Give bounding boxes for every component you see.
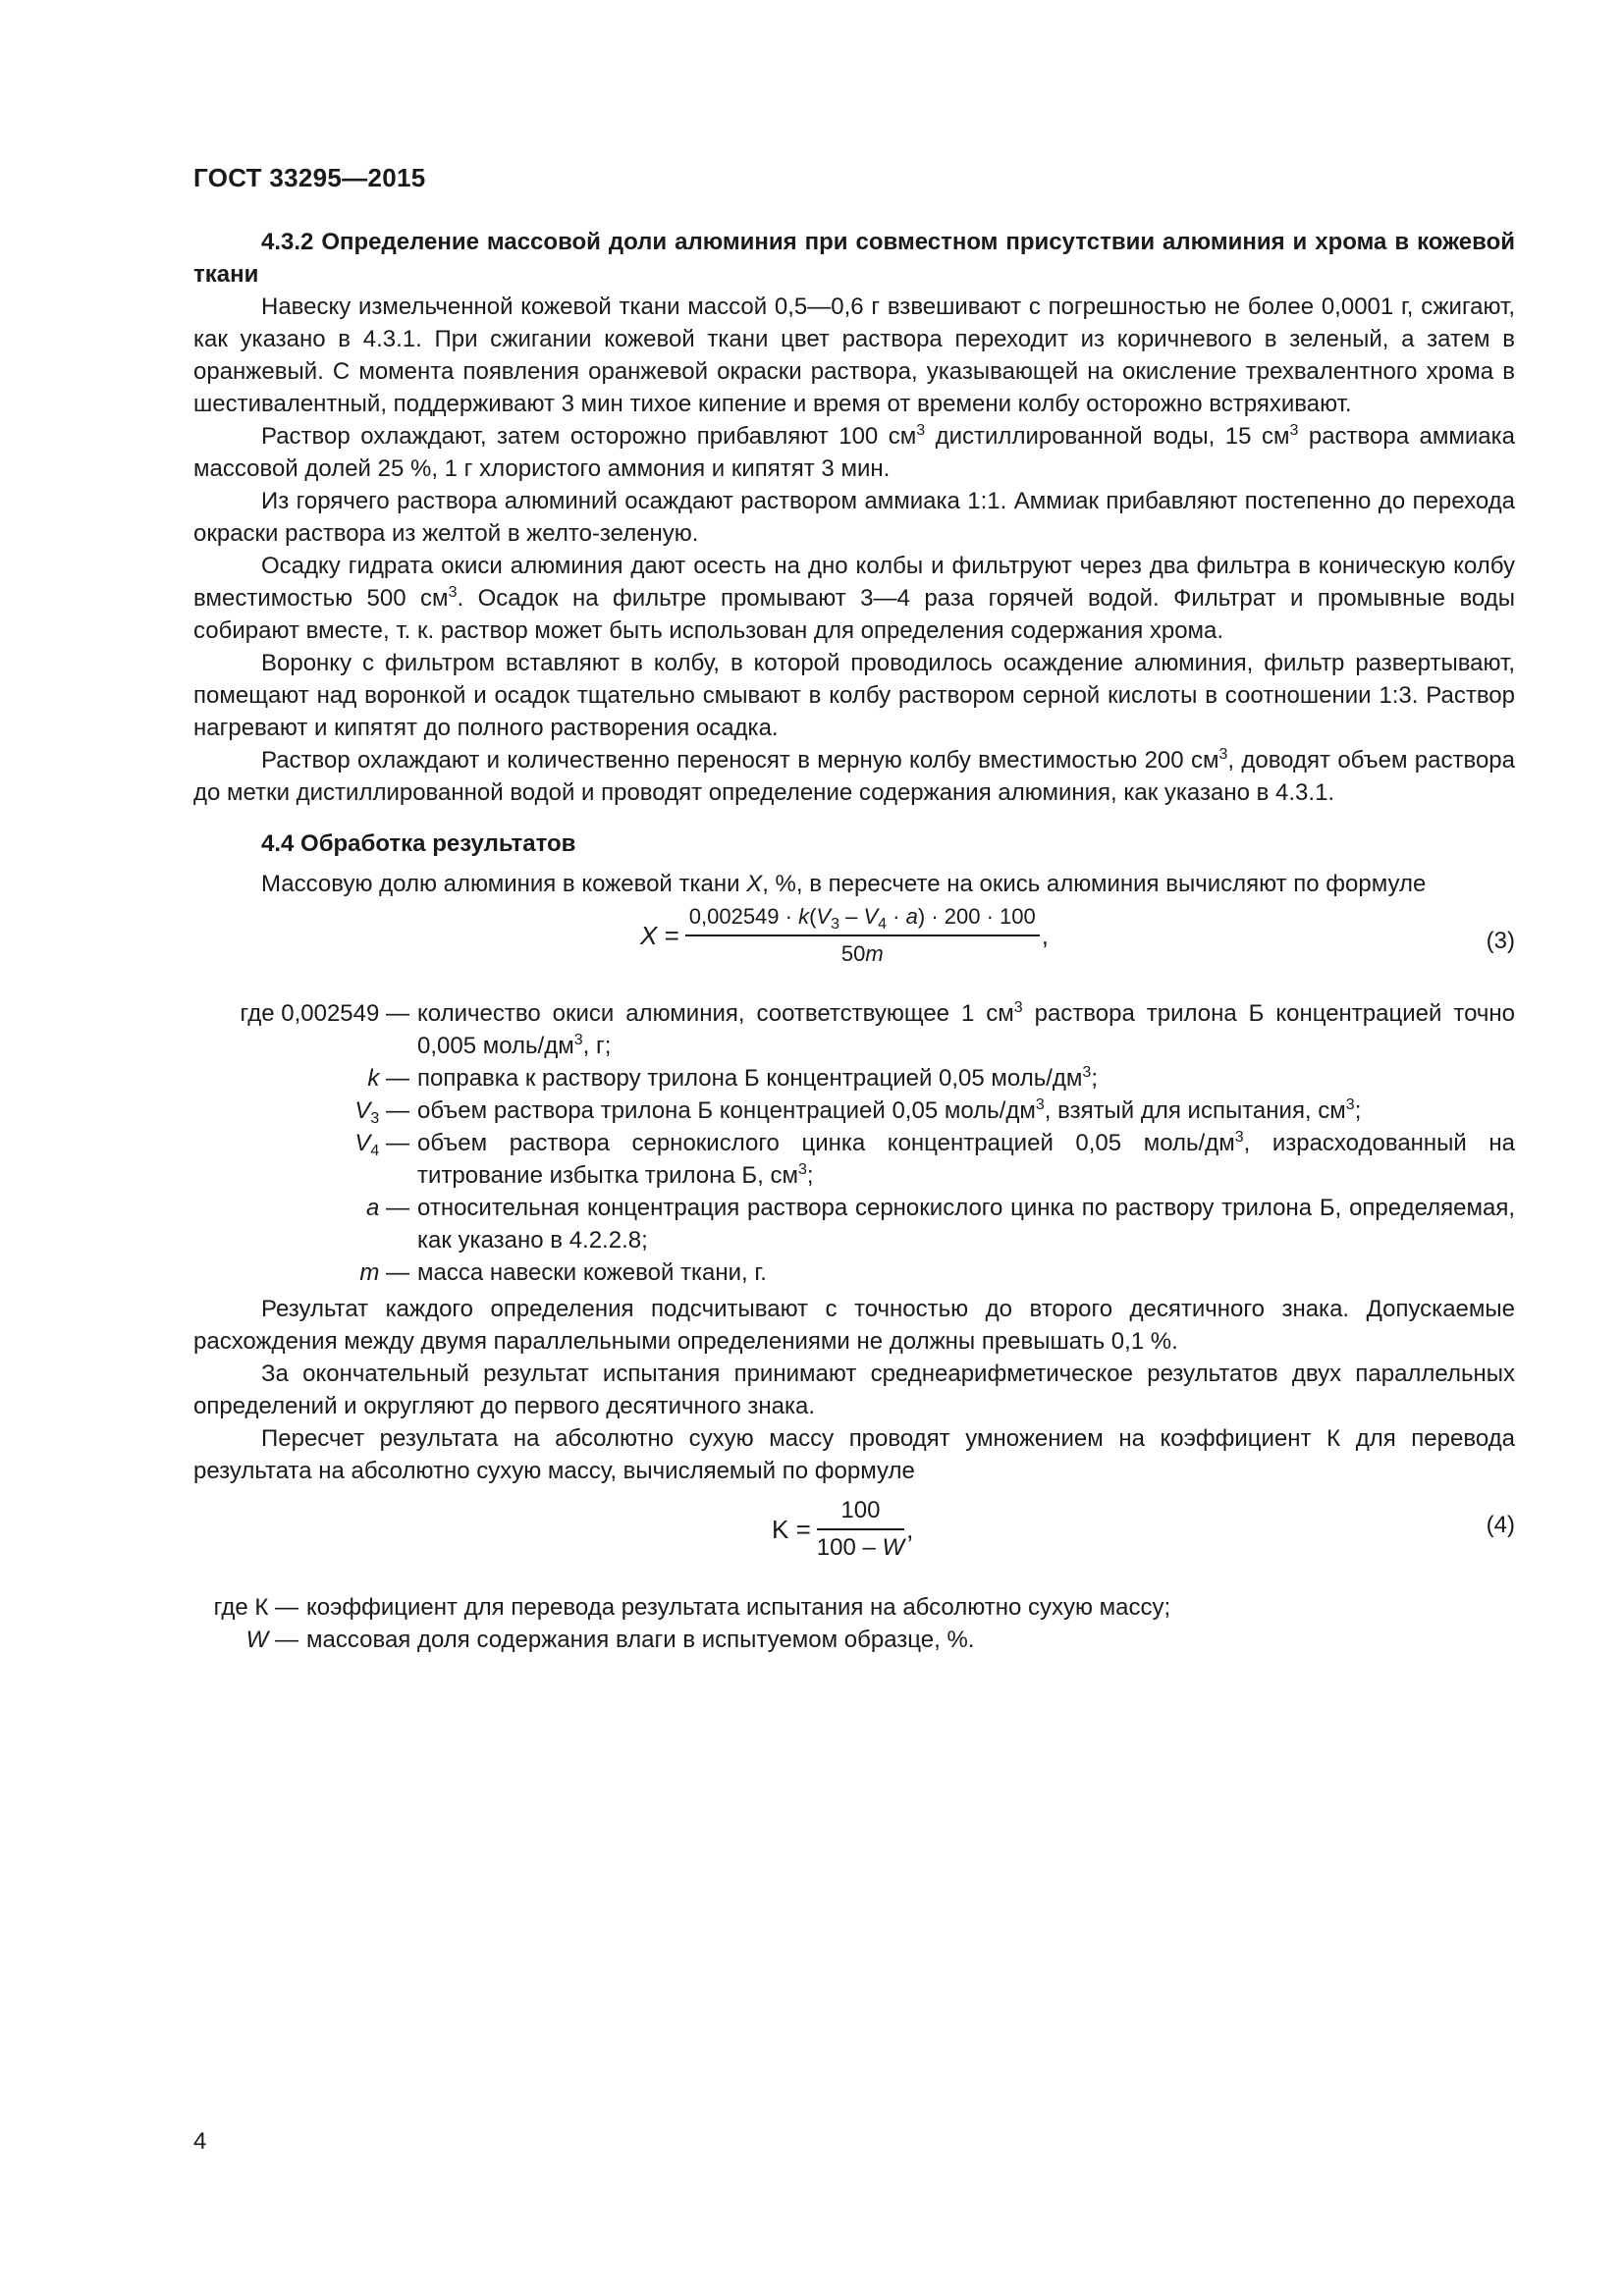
page-body [193, 226, 1515, 1660]
legend-row-constant: где 0,002549 — количество окиси алюминия, соответствующее 1 $см^3$ раствора трилона Б концентрацией точно 0,005 моль/$дм^3$, г; [240, 999, 1515, 1059]
document-code: ГОСТ 33295—2015 [193, 163, 426, 192]
legend-row-K: где К — коэффициент для перевода результата испытания на абсолютно сухую массу; [213, 1594, 1171, 1621]
paragraph-final-result: За окончательный результат испытания принимают среднеарифметическое результатов двух параллельных определений и округляют до первого десятичного знака. [193, 1361, 1515, 1419]
legend-row-m: m — масса навески кожевой ткани, г. [359, 1259, 767, 1286]
paragraph-filtration: Осадку гидрата окиси алюминия дают осесть на дно колбы и фильтруют через два фильтра в коническую колбу вместимостью 500 $см^3$. Осадок на фильтре промывают 3—4 раза горячей водой. Фильтрат и промывные воды собирают вместе, т. к. раствор может быть использован для определения содержания хрома. [193, 553, 1516, 644]
legend-row-v3: $V_3$ — объем раствора трилона Б концентрацией 0,05 моль/$дм^3$, взятый для испытания, $см^3$; [354, 1096, 1362, 1127]
formula-3-legend [193, 997, 1515, 1289]
formula-3-denominator: 50m [840, 941, 884, 966]
paragraph-precipitation: Из горячего раствора алюминий осаждают раствором аммиака 1:1. Аммиак прибавляют постепенно до перехода окраски раствора из желтой в желто-зеленую. [193, 488, 1515, 547]
legend-row-a: a — относительная концентрация раствора сернокислого цинка по раствору трилона Б, определяемая, как указано в 4.2.2.8; [365, 1195, 1515, 1254]
formula-4-lhs: K = [772, 1514, 811, 1544]
formula-3-numerator: $0,002549 \cdot k(V_3 - V_4 \cdot a) \cdot 200 \cdot 100$ [685, 903, 1040, 936]
formula-3: X = $\frac{0,002549 \cdot k(V_3 - V_4 \cdot a) \cdot 200 \cdot 100}{50m}$ , (3) [640, 904, 1515, 966]
paragraph-dry-mass-recalc: Пересчет результата на абсолютно сухую массу проводят умножением на коэффициент К для перевода результата на абсолютно сухую массу, вычисляемый по формуле [193, 1425, 1515, 1484]
formula-3-lhs: X [640, 920, 658, 950]
formula-4-fraction [817, 1497, 904, 1562]
paragraph-result-precision: Результат каждого определения подсчитывают с точностью до второго десятичного знака. Допускаемые расхождения между двумя параллельными определениями не должны превышать 0,1 %. [193, 1296, 1515, 1355]
paragraph-cooling: Раствор охлаждают, затем осторожно прибавляют 100 $см^3$ дистиллированной воды, 15 $см^3$ раствора аммиака массовой долей 25 %, 1 г хлористого аммония и кипятят 3 мин. [193, 422, 1515, 482]
legend-row-v4: $V_4$ — объем раствора сернокислого цинка концентрацией 0,05 моль/$дм^3$, израсходованный на титрование избытка трилона Б, $см^3$; [354, 1129, 1515, 1189]
paragraph-volumetric-flask: Раствор охлаждают и количественно переносят в мерную колбу вместимостью 200 $см^3$, доводят объем раствора до метки дистиллированной водой и проводят определение содержания алюминия, как указано в 4.3.1. [193, 746, 1515, 806]
section-4-3-2-heading: 4.3.2 Определение массовой доли алюминия при совместном присутствии алюминия и хрома в кожевой ткани [193, 229, 1515, 288]
formula-3-fraction [685, 903, 1040, 968]
formula-4-numerator: 100 [817, 1497, 904, 1530]
formula-3-number: (3) [1486, 928, 1515, 954]
formula-4-number: (4) [1486, 1512, 1515, 1538]
legend-row-W: W — массовая доля содержания влаги в испытуемом образце, %. [245, 1627, 975, 1653]
legend-row-k: k — поправка к раствору трилона Б концентрацией 0,05 моль/$дм^3$; [367, 1064, 1098, 1092]
paragraph-dissolving: Воронку с фильтром вставляют в колбу, в которой проводилось осаждение алюминия, фильтр развертывают, помещают над воронкой и осадок тщательно смывают в колбу раствором серной кислоты в соотношении 1:3. Раствор нагревают и кипятят до полного растворения осадка. [193, 650, 1515, 741]
formula-4-denominator: 100 – W [816, 1534, 905, 1561]
paragraph-sample-burning: Навеску измельченной кожевой ткани массой 0,5—0,6 г взвешивают с погрешностью не более 0,0001 г, сжигают, как указано в 4.3.1. При сжигании кожевой ткани цвет раствора переходит из коричневого в зеленый, а затем в оранжевый. С момента появления оранжевой окраски раствора, указывающей на окисление трехвалентного хрома в шестивалентный, поддерживают 3 мин тихое кипение и время от времени колбу осторожно встряхивают. [193, 294, 1515, 417]
page-number: 4 [193, 2128, 207, 2155]
formula-4-legend [193, 1591, 1515, 1656]
formula-4: K = $\frac{100}{100 - W}$ , (4) [772, 1497, 1515, 1561]
paragraph-formula-intro: Массовую долю алюминия в кожевой ткани X, %, в пересчете на окись алюминия вычисляют по формуле [261, 871, 1427, 897]
section-4-4-heading: 4.4 Обработка результатов [261, 830, 576, 857]
